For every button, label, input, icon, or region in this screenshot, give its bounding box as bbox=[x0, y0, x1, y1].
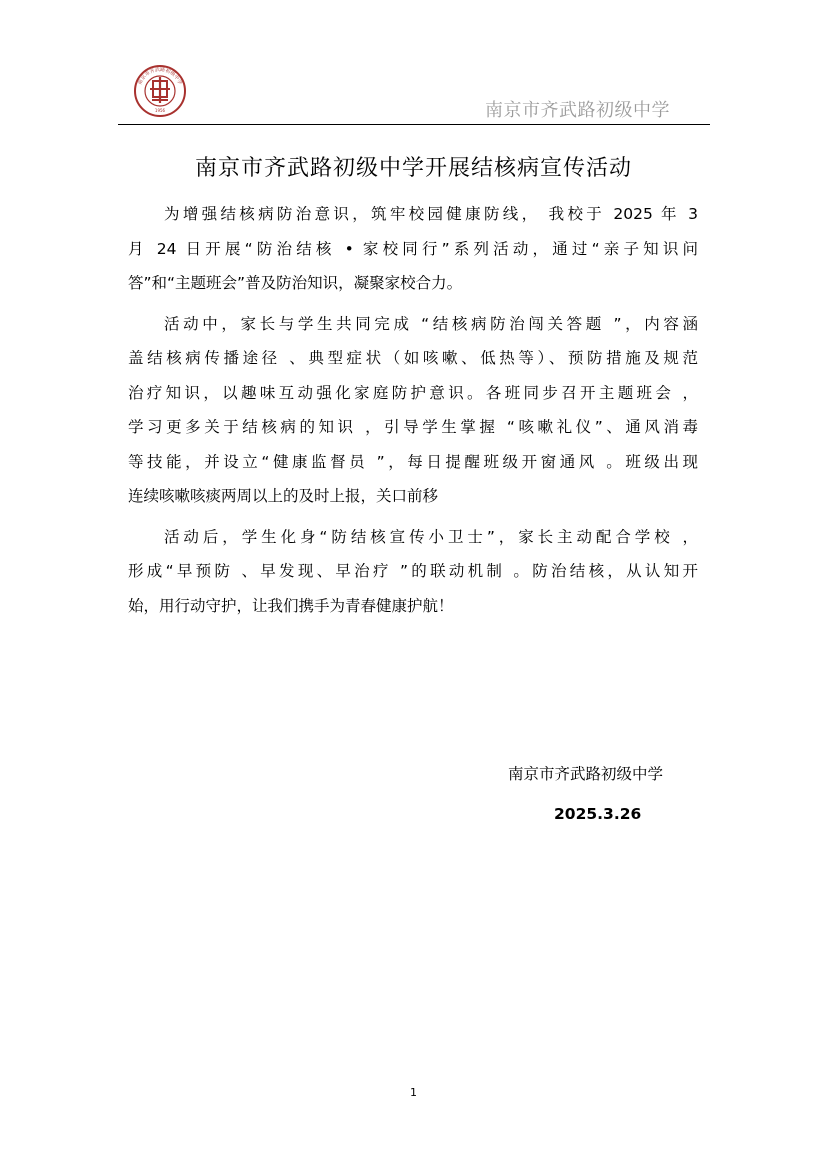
paragraph-line: 答”和“主题班会”普及防治知识，凝聚家校合力。 bbox=[128, 274, 463, 292]
paragraph-line: 始，用行动守护，让我们携手为青春健康护航！ bbox=[128, 596, 454, 615]
school-seal-icon bbox=[128, 64, 192, 118]
document-date: 2025.3.26 bbox=[554, 805, 642, 823]
paragraph-line: 月 24 日开展“防治结核 • 家校同行”系列活动，通过“亲子知识问 bbox=[128, 239, 698, 258]
paragraph bbox=[128, 520, 698, 624]
paragraph-line: 形成“早预防 、早发现、早治疗 ”的联动机制 。防治结核，从认知开 bbox=[128, 562, 698, 580]
page-number: 1 bbox=[410, 1086, 417, 1099]
paragraph bbox=[128, 307, 698, 514]
paragraph-line: 学习更多关于结核病的知识 ，引导学生掌握 “咳嗽礼仪”、通风消毒 bbox=[128, 418, 698, 436]
paragraph-line: 治疗知识，以趣味互动强化家庭防护意识。各班同步召开主题班会 ， bbox=[128, 383, 698, 402]
paragraph-line: 活动中，家长与学生共同完成 “结核病防治闯关答题 ”，内容涵 bbox=[164, 314, 698, 333]
paragraph-line: 盖结核病传播途径 、典型症状（如咳嗽、低热等）、预防措施及规范 bbox=[128, 349, 698, 367]
paragraph-line: 连续咳嗽咳痰两周以上的及时上报，关口前移 bbox=[128, 487, 439, 505]
document-title: 南京市齐武路初级中学开展结核病宣传活动 bbox=[194, 156, 632, 181]
document-body bbox=[128, 197, 698, 623]
seal-year: 1956 bbox=[154, 108, 166, 113]
paragraph-line: 等技能，并设立“健康监督员 ”，每日提醒班级开窗通风 。班级出现 bbox=[128, 452, 698, 471]
seal-lettering: 南京市齐武路初级中学 bbox=[137, 66, 183, 86]
paragraph-line: 活动后，学生化身“防结核宣传小卫士”，家长主动配合学校 ， bbox=[164, 527, 698, 546]
page-header bbox=[118, 62, 710, 125]
paragraph-line: 为增强结核病防治意识，筑牢校园健康防线， 我校于 2025 年 3 bbox=[164, 205, 698, 223]
header-school-name: 南京市齐武路初级中学 bbox=[485, 100, 670, 121]
signature-school-name: 南京市齐武路初级中学 bbox=[508, 765, 664, 783]
paragraph bbox=[128, 197, 698, 301]
